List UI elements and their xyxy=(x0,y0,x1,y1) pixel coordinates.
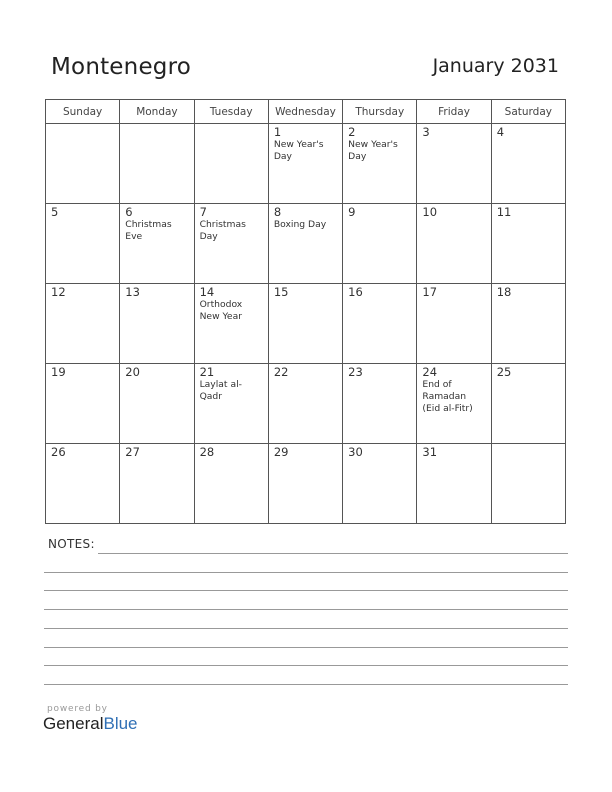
day-number: 16 xyxy=(348,285,363,299)
day-cell xyxy=(46,284,120,364)
day-cell xyxy=(343,124,417,204)
week-row-4 xyxy=(46,364,566,444)
day-cell xyxy=(268,364,342,444)
week-row-3 xyxy=(46,284,566,364)
holiday-label: Orthodox New Year xyxy=(199,299,243,322)
day-number: 6 xyxy=(125,205,133,219)
day-cell xyxy=(194,284,268,364)
day-cell xyxy=(120,444,194,524)
day-cell xyxy=(194,204,268,284)
weekday-header-row xyxy=(46,100,566,124)
day-number: 29 xyxy=(273,445,289,459)
brand-general: General xyxy=(43,714,104,733)
notes-line xyxy=(44,665,568,666)
weekday-sunday: Sunday xyxy=(46,100,120,124)
notes-line xyxy=(44,590,568,591)
notes-label: NOTES: xyxy=(48,537,95,551)
day-cell xyxy=(491,284,565,364)
notes-line xyxy=(44,684,568,685)
day-cell xyxy=(491,124,565,204)
month-title: January 2031 xyxy=(432,55,559,77)
day-number: 26 xyxy=(51,445,66,459)
week-row-2 xyxy=(46,204,566,284)
day-number: 28 xyxy=(199,445,215,459)
weekday-tuesday: Tuesday xyxy=(194,100,268,124)
calendar-grid xyxy=(45,99,566,524)
day-number: 25 xyxy=(496,365,512,379)
notes-line xyxy=(44,628,568,629)
day-number: 11 xyxy=(496,205,512,219)
day-number: 21 xyxy=(199,365,215,379)
day-cell xyxy=(491,204,565,284)
day-cell xyxy=(46,364,120,444)
day-number: 24 xyxy=(422,365,438,379)
day-cell xyxy=(120,124,194,204)
day-number: 18 xyxy=(496,285,512,299)
day-number: 15 xyxy=(273,285,289,299)
notes-line xyxy=(44,647,568,648)
day-cell xyxy=(343,284,417,364)
holiday-label: Boxing Day xyxy=(273,219,327,230)
day-number: 4 xyxy=(496,125,505,139)
day-number: 5 xyxy=(51,205,59,219)
holiday-label: New Year's Day xyxy=(273,139,324,162)
day-number: 12 xyxy=(51,285,66,299)
holiday-label: Laylat al-Qadr xyxy=(199,379,242,402)
day-cell xyxy=(417,204,491,284)
day-cell xyxy=(268,284,342,364)
day-number: 19 xyxy=(51,365,66,379)
notes-line xyxy=(44,572,568,573)
day-cell xyxy=(194,444,268,524)
day-cell xyxy=(46,124,120,204)
weekday-wednesday: Wednesday xyxy=(268,100,342,124)
day-number: 14 xyxy=(199,285,215,299)
holiday-label: New Year's Day xyxy=(348,139,398,162)
day-cell xyxy=(268,444,342,524)
day-number: 3 xyxy=(422,125,430,139)
holiday-label: Christmas Day xyxy=(199,219,246,242)
weekday-friday: Friday xyxy=(417,100,491,124)
day-cell xyxy=(120,284,194,364)
day-number: 22 xyxy=(273,365,289,379)
day-cell xyxy=(343,364,417,444)
weekday-saturday: Saturday xyxy=(491,100,565,124)
day-cell xyxy=(491,444,565,524)
day-number: 9 xyxy=(348,205,356,219)
weekday-thursday: Thursday xyxy=(343,100,417,124)
day-number: 13 xyxy=(125,285,140,299)
powered-by-text: powered by xyxy=(47,704,108,714)
holiday-label: End of Ramadan (Eid al-Fitr) xyxy=(422,379,473,414)
weekday-monday: Monday xyxy=(120,100,194,124)
generalblue-logo xyxy=(43,704,138,734)
country-title: Montenegro xyxy=(51,54,192,80)
day-number: 20 xyxy=(125,365,140,379)
day-cell xyxy=(194,364,268,444)
day-number: 10 xyxy=(422,205,438,219)
brand-name xyxy=(43,714,138,734)
day-cell xyxy=(46,204,120,284)
day-cell xyxy=(343,204,417,284)
notes-line xyxy=(44,609,568,610)
day-cell xyxy=(268,204,342,284)
week-row-5 xyxy=(46,444,566,524)
day-cell xyxy=(268,124,342,204)
day-number: 8 xyxy=(273,205,282,219)
day-number: 30 xyxy=(348,445,363,459)
day-number: 2 xyxy=(348,125,356,139)
day-number: 7 xyxy=(199,205,207,219)
week-row-1 xyxy=(46,124,566,204)
day-cell xyxy=(417,284,491,364)
day-number: 31 xyxy=(422,445,438,459)
day-number: 23 xyxy=(348,365,363,379)
day-cell xyxy=(417,364,491,444)
day-cell xyxy=(417,124,491,204)
day-cell xyxy=(120,364,194,444)
notes-line xyxy=(98,553,568,554)
day-cell xyxy=(46,444,120,524)
day-cell xyxy=(343,444,417,524)
holiday-label: Christmas Eve xyxy=(125,219,172,242)
day-number: 27 xyxy=(125,445,140,459)
day-cell xyxy=(491,364,565,444)
brand-blue: Blue xyxy=(103,714,138,733)
day-cell xyxy=(417,444,491,524)
day-number: 1 xyxy=(273,125,282,139)
day-cell xyxy=(120,204,194,284)
day-cell xyxy=(194,124,268,204)
day-number: 17 xyxy=(422,285,438,299)
